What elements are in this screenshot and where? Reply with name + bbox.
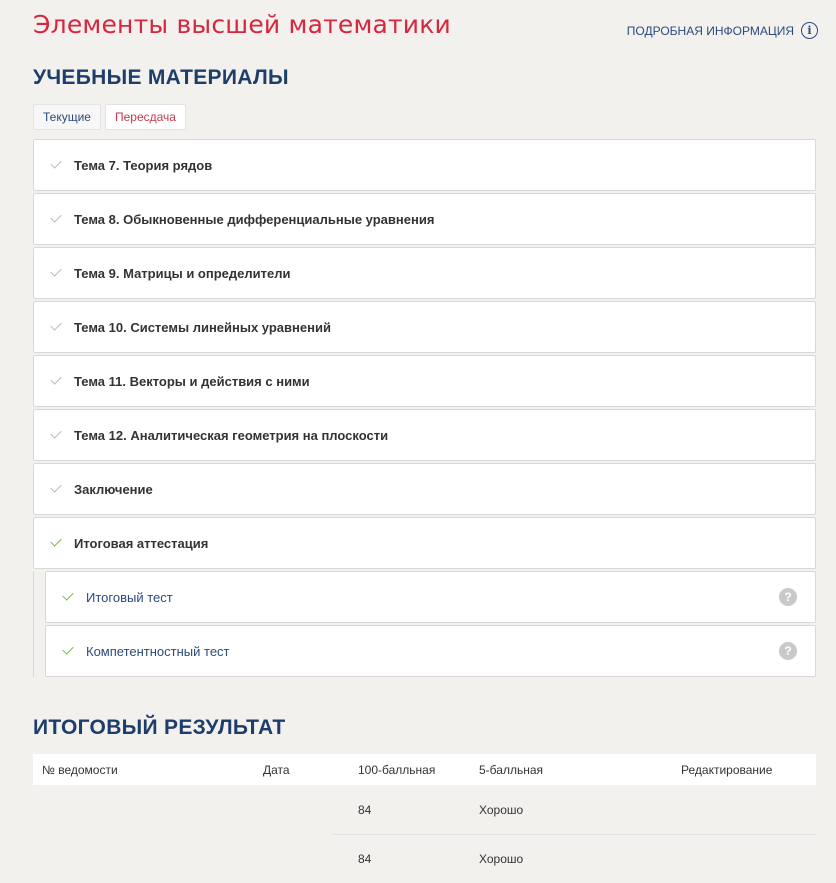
topic-item-conclusion[interactable] (33, 463, 816, 515)
subitem-final-test[interactable] (45, 571, 816, 623)
topic-item-final-attestation[interactable] (33, 517, 816, 569)
subitem-label: Итоговый тест (86, 589, 173, 605)
column-header-date: Дата (263, 762, 290, 777)
tab-retake[interactable]: Пересдача (105, 104, 186, 130)
final-attestation-subitems (33, 571, 816, 677)
topic-label: Заключение (74, 481, 153, 497)
info-icon[interactable]: i (801, 22, 818, 39)
table-row (33, 834, 816, 883)
topic-label: Тема 12. Аналитическая геометрия на плоскости (74, 427, 389, 443)
topic-label: Тема 10. Системы линейных уравнений (74, 319, 331, 335)
topic-label: Итоговая аттестация (74, 535, 209, 551)
check-icon (50, 265, 61, 276)
check-icon (50, 373, 61, 384)
topic-label: Тема 8. Обыкновенные дифференциальные уравнения (74, 211, 435, 227)
results-heading: ИТОГОВЫЙ РЕЗУЛЬТАТ (33, 716, 286, 739)
subitem-label: Компетентностный тест (86, 643, 230, 659)
tab-current[interactable]: Текущие (33, 104, 101, 130)
topics-list (33, 139, 816, 679)
cell-score5: Хорошо (479, 851, 524, 866)
check-icon (62, 589, 73, 600)
results-table (33, 754, 816, 883)
more-info-link[interactable] (627, 22, 818, 39)
topic-item-11[interactable] (33, 355, 816, 407)
check-icon (50, 481, 61, 492)
topic-item-10[interactable] (33, 301, 816, 353)
cell-score5: Хорошо (479, 802, 524, 817)
topic-item-12[interactable] (33, 409, 816, 461)
help-icon[interactable]: ? (779, 642, 797, 660)
more-info-label: ПОДРОБНАЯ ИНФОРМАЦИЯ (626, 23, 794, 38)
column-header-score5: 5-балльная (479, 762, 543, 777)
results-table-header (33, 754, 816, 785)
cell-score100: 84 (358, 851, 372, 866)
column-header-sheet: № ведомости (42, 762, 118, 777)
cell-score100: 84 (358, 802, 372, 817)
topic-label: Тема 11. Векторы и действия с ними (74, 373, 310, 389)
help-icon[interactable]: ? (779, 588, 797, 606)
row-divider (333, 834, 816, 835)
check-icon (50, 319, 61, 330)
materials-tabs (33, 104, 186, 130)
table-row (33, 785, 816, 834)
materials-heading: УЧЕБНЫЕ МАТЕРИАЛЫ (33, 66, 289, 89)
check-icon (50, 535, 61, 546)
topic-item-8[interactable] (33, 193, 816, 245)
check-icon (50, 157, 61, 168)
topic-label: Тема 7. Теория рядов (74, 157, 213, 173)
column-header-score100: 100-балльная (358, 762, 436, 777)
topic-item-7[interactable] (33, 139, 816, 191)
subitem-competency-test[interactable] (45, 625, 816, 677)
topic-item-9[interactable] (33, 247, 816, 299)
check-icon (50, 427, 61, 438)
course-title: Элементы высшей математики (33, 10, 451, 39)
topic-label: Тема 9. Матрицы и определители (74, 265, 291, 281)
check-icon (62, 643, 73, 654)
column-header-edit: Редактирование (681, 762, 773, 777)
check-icon (50, 211, 61, 222)
